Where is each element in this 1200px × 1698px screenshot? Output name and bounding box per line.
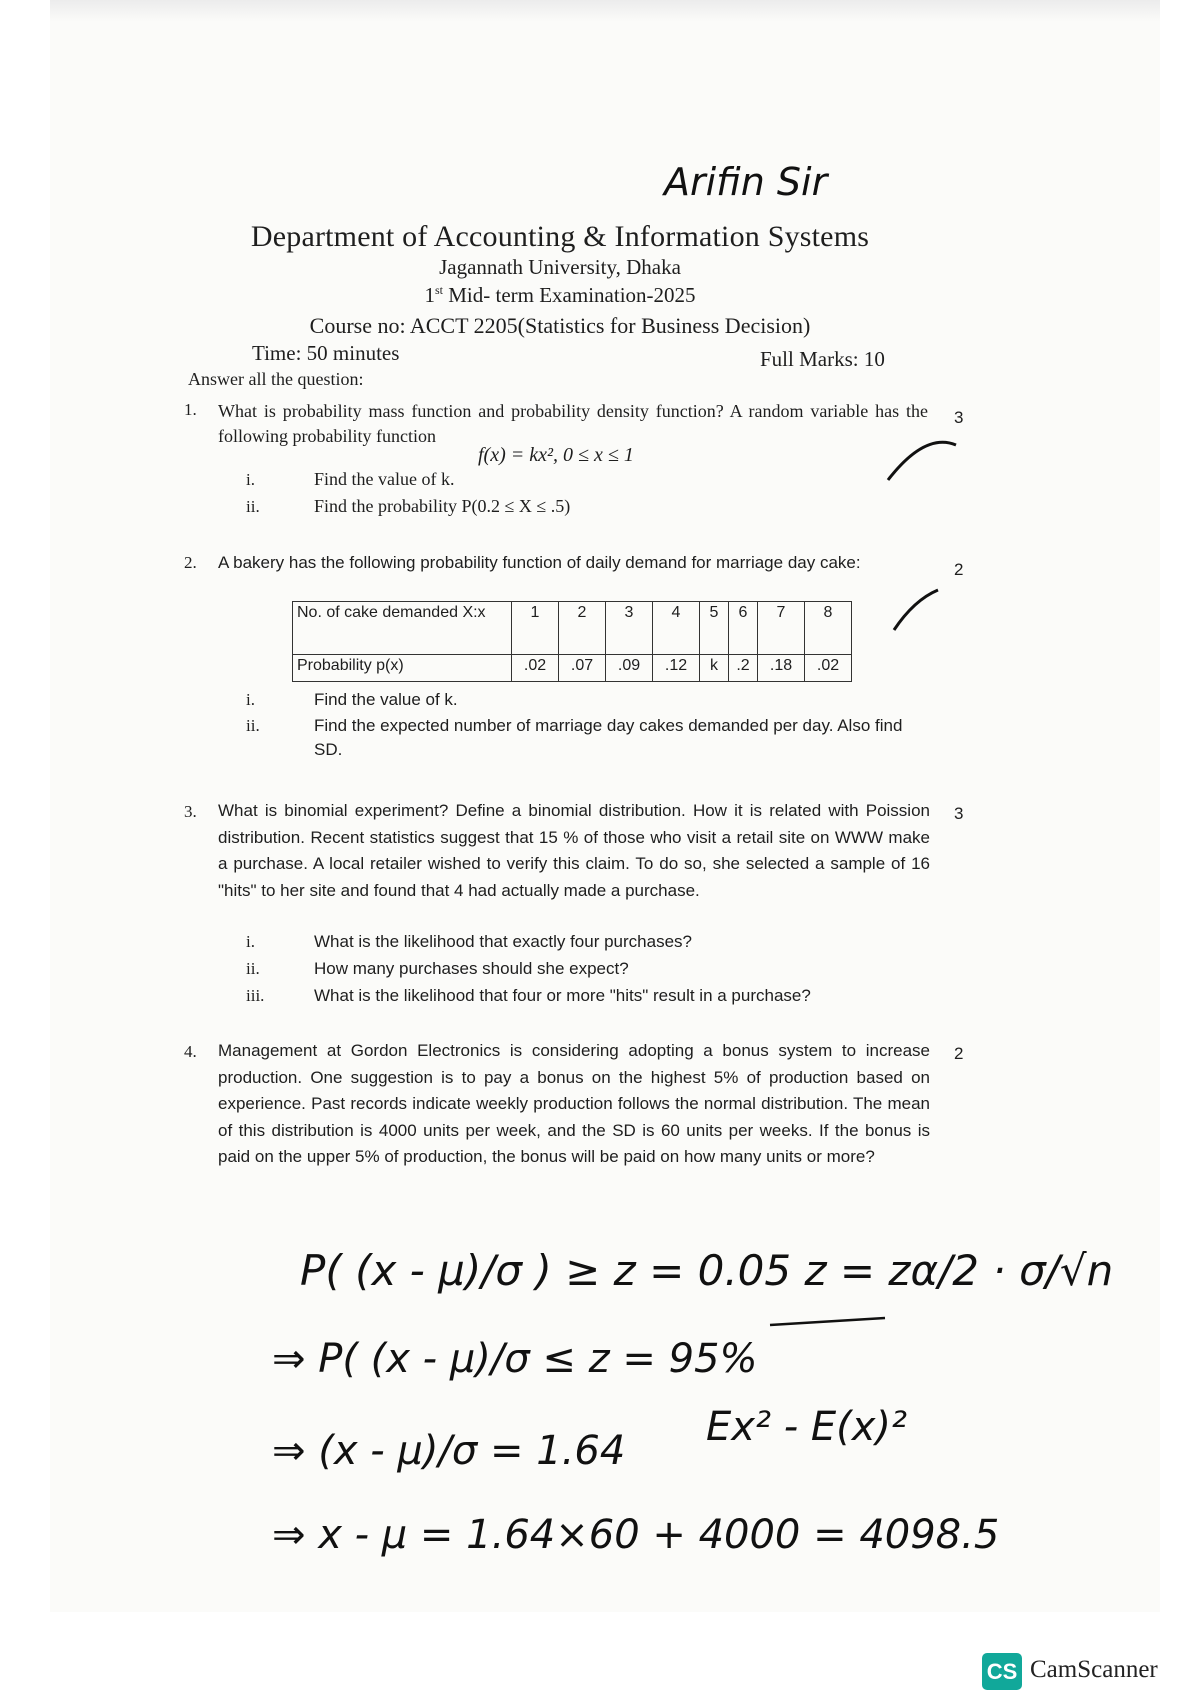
question-2-part-ii-label: ii. <box>246 716 260 735</box>
university-name: Jagannath University, Dhaka <box>439 255 681 279</box>
table-cell: .2 <box>729 655 758 682</box>
table-cell: 5 <box>700 602 729 655</box>
question-3-part-iii-text: What is the likelihood that four or more "hits" result in a purchase? <box>314 986 811 1005</box>
table-cell: 4 <box>653 602 700 655</box>
question-3-part-iii-label: iii. <box>246 986 265 1005</box>
question-2-text: A bakery has the following probability function of daily demand for marriage day cake: <box>218 553 861 572</box>
question-3-marks: 3 <box>954 804 964 823</box>
question-1-number: 1. <box>184 400 197 419</box>
camscanner-brand: CamScanner <box>1030 1656 1158 1683</box>
question-1-part-i-label: i. <box>246 470 255 489</box>
question-1-formula: f(x) = kx², 0 ≤ x ≤ 1 <box>478 444 634 466</box>
table-cell: .02 <box>805 655 852 682</box>
question-1-text: What is probability mass function and probability density function? A random variable has the following probability function <box>218 401 928 446</box>
table-cell: .12 <box>653 655 700 682</box>
table-row-header: Probability p(x) <box>293 655 512 682</box>
underline-stroke <box>770 1318 885 1325</box>
table-cell: 3 <box>606 602 653 655</box>
question-1-part-i-text: Find the value of k. <box>314 469 455 489</box>
handwritten-name: Arifin Sir <box>664 160 828 204</box>
question-1-part-ii-text: Find the probability P(0.2 ≤ X ≤ .5) <box>314 496 571 516</box>
exam-name: Mid- term Examination-2025 <box>442 283 696 307</box>
question-3-part-ii-label: ii. <box>246 959 260 978</box>
question-1-part-ii-label: ii. <box>246 497 260 516</box>
exam-ordinal-suffix: st <box>434 283 443 297</box>
table-cell: k <box>700 655 729 682</box>
table-cell: .09 <box>606 655 653 682</box>
handwritten-line-1: P( (x - μ)/σ ) ≥ z = 0.05 z = zα/2 · σ/√n <box>300 1246 1114 1295</box>
question-2-marks: 2 <box>954 560 964 579</box>
question-2-part-i-label: i. <box>246 690 255 709</box>
camscanner-logo-icon: CS <box>982 1653 1022 1690</box>
department-title: Department of Accounting & Information Systems <box>250 220 870 253</box>
handwritten-line-3: ⇒ (x - μ)/σ = 1.64 <box>272 1428 626 1474</box>
table-row-header: No. of cake demanded X:x <box>293 602 512 655</box>
handwritten-variance-note: Ex² - E(x)² <box>706 1404 908 1450</box>
question-2-part-ii-text: Find the expected number of marriage day cakes demanded per day. Also find SD. <box>314 716 903 759</box>
question-4-text: Management at Gordon Electronics is considering adopting a bonus system to increase production. One suggestion is to pay a bonus on the highest 5% of production based on experience. Past records indicate weekly production follows the normal distribution. The mean of this distribution is 4000 units per week, and the SD is 60 units per weeks. If the bonus is paid on the upper 5% of production, the bonus will be paid on how many units or more? <box>218 1041 930 1166</box>
question-3-part-i-text: What is the likelihood that exactly four purchases? <box>314 932 692 951</box>
handwritten-line-2: ⇒ P( (x - μ)/σ ≤ z = 95% <box>272 1336 758 1382</box>
table-cell: 6 <box>729 602 758 655</box>
exam-time: Time: 50 minutes <box>252 341 400 365</box>
question-4-marks: 2 <box>954 1044 964 1063</box>
table-cell: .07 <box>559 655 606 682</box>
table-cell: 1 <box>512 602 559 655</box>
table-cell: .18 <box>758 655 805 682</box>
question-2-part-i-text: Find the value of k. <box>314 690 458 709</box>
full-marks: Full Marks: 10 <box>760 347 885 371</box>
table-cell: 8 <box>805 602 852 655</box>
question-3-part-ii-text: How many purchases should she expect? <box>314 959 629 978</box>
question-2-number: 2. <box>184 553 197 572</box>
handwritten-line-4: ⇒ x - μ = 1.64×60 + 4000 = 4098.5 <box>272 1512 1000 1558</box>
exam-ordinal: 1 <box>424 283 435 307</box>
question-3-number: 3. <box>184 802 197 821</box>
instruction: Answer all the question: <box>188 369 364 389</box>
question-1-marks: 3 <box>954 408 964 427</box>
table-cell: 2 <box>559 602 606 655</box>
question-3-text: What is binomial experiment? Define a binomial distribution. How it is related with Poission distribution. Recent statistics suggest that 15 % of those who visit a retail site on WWW make a purchase. A local retailer wished to verify this claim. To do so, she selected a sample of 16 "hits" to her site and found that 4 had actually made a purchase. <box>218 801 930 900</box>
tick-mark-q2 <box>894 590 938 630</box>
tick-mark-q1 <box>888 442 956 480</box>
table-cell: .02 <box>512 655 559 682</box>
question-3-part-i-label: i. <box>246 932 255 951</box>
course-line: Course no: ACCT 2205(Statistics for Business Decision) <box>309 313 811 338</box>
table-cell: 7 <box>758 602 805 655</box>
question-4-number: 4. <box>184 1042 197 1061</box>
